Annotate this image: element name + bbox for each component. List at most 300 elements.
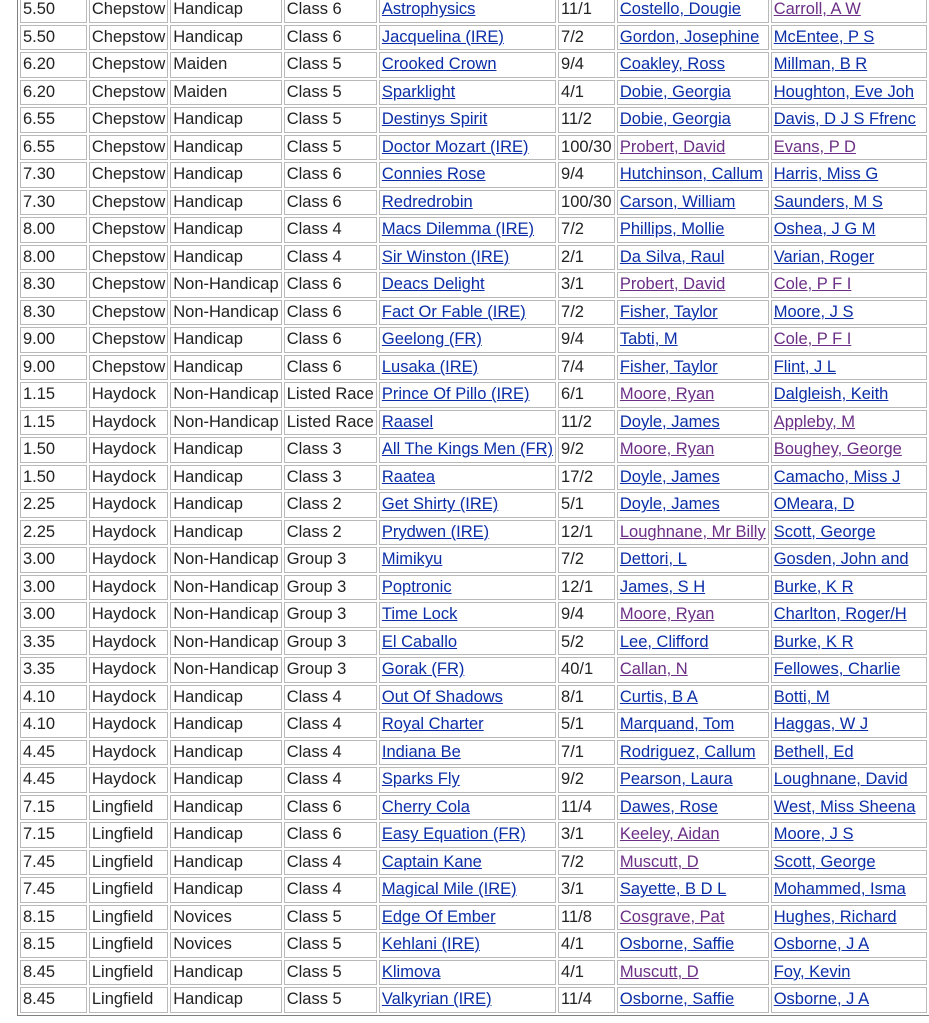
horse-link[interactable]: Get Shirty (IRE): [381, 495, 499, 514]
horse-link[interactable]: Prince Of Pillo (IRE): [381, 385, 530, 404]
race-class: Class 6: [284, 272, 377, 298]
trainer-link[interactable]: Oshea, J G M: [773, 220, 876, 239]
race-class: Group 3: [284, 547, 377, 573]
jockey-cell: [617, 80, 769, 106]
race-type: Handicap: [170, 465, 281, 491]
trainer-link[interactable]: Camacho, Miss J: [773, 467, 901, 486]
trainer-link[interactable]: Carroll, A W: [773, 0, 861, 19]
trainer-cell: [771, 712, 927, 738]
odds: 7/2: [558, 25, 615, 51]
jockey-cell: [617, 245, 769, 271]
trainer-link[interactable]: Gosden, John and: [773, 550, 909, 569]
trainer-link[interactable]: West, Miss Sheena: [773, 797, 916, 816]
race-type: Handicap: [170, 795, 281, 821]
jockey-link[interactable]: Probert, David: [619, 275, 726, 294]
race-time: 2.25: [20, 492, 87, 518]
jockey-cell: [617, 25, 769, 51]
trainer-link[interactable]: Evans, P D: [773, 137, 856, 156]
jockey-cell: [617, 382, 769, 408]
race-time: 1.50: [20, 465, 87, 491]
horse-cell: [379, 0, 556, 23]
horse-cell: [379, 932, 556, 958]
trainer-cell: [771, 272, 927, 298]
trainer-link[interactable]: Saunders, M S: [773, 192, 883, 211]
course-name: Lingfield: [89, 795, 168, 821]
race-class: Class 5: [284, 960, 377, 986]
horse-link[interactable]: Raasel: [381, 412, 434, 431]
odds: 6/1: [558, 382, 615, 408]
jockey-link[interactable]: Moore, Ryan: [619, 605, 715, 624]
race-time: 4.45: [20, 740, 87, 766]
race-class: Class 5: [284, 80, 377, 106]
jockey-link[interactable]: Gordon, Josephine: [619, 27, 760, 46]
race-type: Handicap: [170, 740, 281, 766]
race-type: Handicap: [170, 767, 281, 793]
table-row: [20, 107, 927, 133]
jockey-link[interactable]: Lee, Clifford: [619, 632, 709, 651]
horse-link[interactable]: Time Lock: [381, 605, 458, 624]
trainer-link[interactable]: Fellowes, Charlie: [773, 660, 901, 679]
trainer-cell: [771, 135, 927, 161]
trainer-cell: [771, 685, 927, 711]
horse-link[interactable]: Edge Of Ember: [381, 907, 496, 926]
course-name: Chepstow: [89, 190, 168, 216]
jockey-cell: [617, 355, 769, 381]
trainer-cell: [771, 960, 927, 986]
jockey-cell: [617, 0, 769, 23]
trainer-link[interactable]: Dalgleish, Keith: [773, 385, 889, 404]
race-type: Handicap: [170, 217, 281, 243]
horse-cell: [379, 602, 556, 628]
race-type: Non-Handicap: [170, 300, 281, 326]
jockey-link[interactable]: Da Silva, Raul: [619, 247, 725, 266]
odds: 7/2: [558, 217, 615, 243]
trainer-link[interactable]: Charlton, Roger/H: [773, 605, 907, 624]
trainer-link[interactable]: Millman, B R: [773, 55, 868, 74]
odds: 9/4: [558, 162, 615, 188]
trainer-link[interactable]: Osborne, J A: [773, 935, 870, 954]
race-time: 7.15: [20, 795, 87, 821]
race-class: Class 4: [284, 217, 377, 243]
horse-cell: [379, 822, 556, 848]
jockey-link[interactable]: Costello, Dougie: [619, 0, 741, 19]
race-class: Class 2: [284, 492, 377, 518]
horse-link[interactable]: Connies Rose: [381, 165, 486, 184]
trainer-cell: [771, 822, 927, 848]
trainer-link[interactable]: Moore, J S: [773, 302, 854, 321]
horse-link[interactable]: Macs Dilemma (IRE): [381, 220, 535, 239]
table-row: [20, 822, 927, 848]
race-class: Group 3: [284, 602, 377, 628]
odds: 5/1: [558, 492, 615, 518]
jockey-link[interactable]: Hutchinson, Callum: [619, 165, 763, 184]
trainer-cell: [771, 630, 927, 656]
race-type: Non-Handicap: [170, 602, 281, 628]
trainer-link[interactable]: OMeara, D: [773, 495, 855, 514]
jockey-link[interactable]: Osborne, Saffie: [619, 935, 735, 954]
race-type: Novices: [170, 905, 281, 931]
jockey-cell: [617, 932, 769, 958]
jockey-link[interactable]: Dobie, Georgia: [619, 110, 731, 129]
race-table: [17, 0, 929, 1016]
trainer-link[interactable]: Hughes, Richard: [773, 907, 897, 926]
table-row: [20, 575, 927, 601]
trainer-link[interactable]: Burke, K R: [773, 632, 854, 651]
jockey-link[interactable]: Coakley, Ross: [619, 55, 726, 74]
trainer-link[interactable]: Varian, Roger: [773, 247, 875, 266]
horse-link[interactable]: Captain Kane: [381, 852, 482, 871]
horse-cell: [379, 685, 556, 711]
trainer-link[interactable]: Haggas, W J: [773, 715, 869, 734]
jockey-cell: [617, 905, 769, 931]
jockey-link[interactable]: Doyle, James: [619, 467, 720, 486]
race-time: 3.35: [20, 657, 87, 683]
race-type: Handicap: [170, 437, 281, 463]
jockey-link[interactable]: Curtis, B A: [619, 687, 698, 706]
course-name: Chepstow: [89, 355, 168, 381]
horse-link[interactable]: Raatea: [381, 467, 436, 486]
odds: 3/1: [558, 272, 615, 298]
trainer-cell: [771, 987, 927, 1013]
jockey-link[interactable]: Dettori, L: [619, 550, 687, 569]
jockey-link[interactable]: Tabti, M: [619, 330, 678, 349]
horse-cell: [379, 850, 556, 876]
race-time: 5.50: [20, 25, 87, 51]
odds: 9/4: [558, 602, 615, 628]
trainer-link[interactable]: Scott, George: [773, 522, 876, 541]
odds: 5/2: [558, 630, 615, 656]
jockey-link[interactable]: Muscutt, D: [619, 962, 699, 981]
race-time: 7.45: [20, 877, 87, 903]
jockey-cell: [617, 767, 769, 793]
jockey-link[interactable]: Muscutt, D: [619, 852, 699, 871]
trainer-link[interactable]: Burke, K R: [773, 577, 854, 596]
jockey-link[interactable]: Loughnane, Mr Billy: [619, 522, 766, 541]
table-row: [20, 52, 927, 78]
course-name: Chepstow: [89, 80, 168, 106]
course-name: Chepstow: [89, 107, 168, 133]
trainer-cell: [771, 80, 927, 106]
jockey-cell: [617, 520, 769, 546]
race-time: 7.15: [20, 822, 87, 848]
race-class: Class 6: [284, 190, 377, 216]
horse-cell: [379, 767, 556, 793]
horse-cell: [379, 245, 556, 271]
horse-link[interactable]: Crooked Crown: [381, 55, 497, 74]
jockey-link[interactable]: Sayette, B D L: [619, 880, 727, 899]
jockey-link[interactable]: Dawes, Rose: [619, 797, 718, 816]
odds: 11/8: [558, 905, 615, 931]
race-type: Handicap: [170, 245, 281, 271]
race-class: Class 5: [284, 52, 377, 78]
table-row: [20, 162, 927, 188]
horse-link[interactable]: Poptronic: [381, 577, 452, 596]
race-type: Handicap: [170, 712, 281, 738]
horse-link[interactable]: Deacs Delight: [381, 275, 485, 294]
jockey-link[interactable]: Osborne, Saffie: [619, 990, 735, 1009]
race-time: 9.00: [20, 355, 87, 381]
race-class: Class 4: [284, 245, 377, 271]
trainer-link[interactable]: Osborne, J A: [773, 990, 870, 1009]
jockey-cell: [617, 190, 769, 216]
jockey-link[interactable]: Rodriguez, Callum: [619, 742, 756, 761]
horse-link[interactable]: Astrophysics: [381, 0, 476, 19]
horse-link[interactable]: Doctor Mozart (IRE): [381, 137, 529, 156]
horse-cell: [379, 960, 556, 986]
trainer-link[interactable]: Harris, Miss G: [773, 165, 879, 184]
course-name: Haydock: [89, 437, 168, 463]
course-name: Lingfield: [89, 850, 168, 876]
horse-link[interactable]: Royal Charter: [381, 715, 484, 734]
horse-link[interactable]: Jacquelina (IRE): [381, 27, 504, 46]
jockey-link[interactable]: Callan, N: [619, 660, 688, 679]
jockey-cell: [617, 685, 769, 711]
race-time: 8.45: [20, 960, 87, 986]
table-row: [20, 767, 927, 793]
race-class: Class 5: [284, 107, 377, 133]
jockey-link[interactable]: Doyle, James: [619, 495, 720, 514]
horse-link[interactable]: Destinys Spirit: [381, 110, 488, 129]
table-row: [20, 0, 927, 23]
odds: 4/1: [558, 932, 615, 958]
jockey-link[interactable]: James, S H: [619, 577, 706, 596]
horse-cell: [379, 795, 556, 821]
horse-cell: [379, 25, 556, 51]
jockey-cell: [617, 657, 769, 683]
odds: 11/2: [558, 410, 615, 436]
odds: 7/2: [558, 300, 615, 326]
race-class: Group 3: [284, 575, 377, 601]
odds: 40/1: [558, 657, 615, 683]
race-type: Non-Handicap: [170, 272, 281, 298]
horse-link[interactable]: Fact Or Fable (IRE): [381, 302, 526, 321]
course-name: Lingfield: [89, 987, 168, 1013]
horse-link[interactable]: Easy Equation (FR): [381, 825, 526, 844]
course-name: Haydock: [89, 465, 168, 491]
trainer-cell: [771, 107, 927, 133]
jockey-cell: [617, 795, 769, 821]
horse-cell: [379, 877, 556, 903]
trainer-cell: [771, 355, 927, 381]
trainer-link[interactable]: Bethell, Ed: [773, 742, 854, 761]
jockey-cell: [617, 877, 769, 903]
horse-link[interactable]: Cherry Cola: [381, 797, 470, 816]
trainer-link[interactable]: Cole, P F I: [773, 330, 852, 349]
trainer-link[interactable]: Cole, P F I: [773, 275, 852, 294]
horse-link[interactable]: Magical Mile (IRE): [381, 880, 517, 899]
jockey-link[interactable]: Marquand, Tom: [619, 715, 735, 734]
race-type: Non-Handicap: [170, 575, 281, 601]
jockey-cell: [617, 850, 769, 876]
jockey-cell: [617, 602, 769, 628]
horse-link[interactable]: Mimikyu: [381, 550, 443, 569]
trainer-link[interactable]: Foy, Kevin: [773, 962, 851, 981]
jockey-cell: [617, 52, 769, 78]
course-name: Chepstow: [89, 25, 168, 51]
trainer-cell: [771, 0, 927, 23]
horse-link[interactable]: Sparks Fly: [381, 770, 460, 789]
horse-link[interactable]: Redredrobin: [381, 192, 473, 211]
race-class: Class 5: [284, 987, 377, 1013]
race-time: 7.45: [20, 850, 87, 876]
jockey-link[interactable]: Probert, David: [619, 137, 726, 156]
race-class: Class 6: [284, 300, 377, 326]
trainer-link[interactable]: Boughey, George: [773, 440, 902, 459]
jockey-link[interactable]: Dobie, Georgia: [619, 82, 731, 101]
jockey-link[interactable]: Fisher, Taylor: [619, 357, 718, 376]
trainer-cell: [771, 465, 927, 491]
horse-cell: [379, 217, 556, 243]
table-row: [20, 382, 927, 408]
race-class: Class 4: [284, 712, 377, 738]
horse-cell: [379, 465, 556, 491]
trainer-cell: [771, 437, 927, 463]
race-class: Class 4: [284, 767, 377, 793]
table-row: [20, 355, 927, 381]
trainer-cell: [771, 410, 927, 436]
jockey-cell: [617, 107, 769, 133]
jockey-cell: [617, 300, 769, 326]
table-row: [20, 520, 927, 546]
trainer-link[interactable]: Davis, D J S Ffrenc: [773, 110, 916, 129]
jockey-cell: [617, 712, 769, 738]
trainer-link[interactable]: Loughnane, David: [773, 770, 908, 789]
trainer-link[interactable]: Botti, M: [773, 687, 830, 706]
jockey-link[interactable]: Carson, William: [619, 192, 736, 211]
odds: 11/1: [558, 0, 615, 23]
course-name: Haydock: [89, 575, 168, 601]
horse-cell: [379, 987, 556, 1013]
table-row: [20, 327, 927, 353]
race-class: Listed Race: [284, 410, 377, 436]
race-time: 7.30: [20, 162, 87, 188]
horse-cell: [379, 630, 556, 656]
jockey-link[interactable]: Keeley, Aidan: [619, 825, 720, 844]
trainer-link[interactable]: Moore, J S: [773, 825, 854, 844]
horse-cell: [379, 575, 556, 601]
race-time: 3.00: [20, 575, 87, 601]
trainer-link[interactable]: Houghton, Eve Joh: [773, 82, 915, 101]
race-class: Class 6: [284, 162, 377, 188]
table-row: [20, 300, 927, 326]
race-class: Class 4: [284, 685, 377, 711]
horse-cell: [379, 905, 556, 931]
trainer-link[interactable]: Mohammed, Isma: [773, 880, 906, 899]
race-time: 4.10: [20, 712, 87, 738]
horse-link[interactable]: El Caballo: [381, 632, 458, 651]
horse-link[interactable]: Prydwen (IRE): [381, 522, 490, 541]
table-row: [20, 602, 927, 628]
horse-link[interactable]: Out Of Shadows: [381, 687, 503, 706]
table-row: [20, 960, 927, 986]
trainer-cell: [771, 547, 927, 573]
jockey-cell: [617, 437, 769, 463]
jockey-link[interactable]: Fisher, Taylor: [619, 302, 718, 321]
horse-link[interactable]: Klimova: [381, 962, 441, 981]
table-row: [20, 25, 927, 51]
horse-link[interactable]: Sparklight: [381, 82, 456, 101]
race-time: 4.45: [20, 767, 87, 793]
jockey-cell: [617, 960, 769, 986]
table-row: [20, 987, 927, 1013]
horse-link[interactable]: All The Kings Men (FR): [381, 440, 554, 459]
trainer-link[interactable]: Appleby, M: [773, 412, 856, 431]
jockey-link[interactable]: Phillips, Mollie: [619, 220, 725, 239]
course-name: Chepstow: [89, 217, 168, 243]
race-type: Non-Handicap: [170, 547, 281, 573]
table-row: [20, 465, 927, 491]
trainer-link[interactable]: McEntee, P S: [773, 27, 875, 46]
race-class: Class 5: [284, 932, 377, 958]
race-class: Class 5: [284, 135, 377, 161]
odds: 12/1: [558, 520, 615, 546]
odds: 9/2: [558, 767, 615, 793]
jockey-link[interactable]: Moore, Ryan: [619, 385, 715, 404]
race-time: 8.15: [20, 905, 87, 931]
trainer-cell: [771, 795, 927, 821]
trainer-link[interactable]: Scott, George: [773, 852, 876, 871]
odds: 7/1: [558, 740, 615, 766]
course-name: Haydock: [89, 685, 168, 711]
horse-link[interactable]: Sir Winston (IRE): [381, 247, 510, 266]
table-row: [20, 437, 927, 463]
course-name: Chepstow: [89, 272, 168, 298]
trainer-cell: [771, 575, 927, 601]
odds: 4/1: [558, 960, 615, 986]
jockey-link[interactable]: Cosgrave, Pat: [619, 907, 725, 926]
jockey-cell: [617, 630, 769, 656]
horse-link[interactable]: Lusaka (IRE): [381, 357, 479, 376]
race-time: 8.00: [20, 245, 87, 271]
race-type: Handicap: [170, 25, 281, 51]
horse-link[interactable]: Geelong (FR): [381, 330, 482, 349]
course-name: Haydock: [89, 602, 168, 628]
race-type: Handicap: [170, 135, 281, 161]
jockey-link[interactable]: Doyle, James: [619, 412, 720, 431]
horse-link[interactable]: Indiana Be: [381, 742, 461, 761]
horse-cell: [379, 107, 556, 133]
course-name: Haydock: [89, 410, 168, 436]
course-name: Chepstow: [89, 245, 168, 271]
horse-link[interactable]: Gorak (FR): [381, 660, 465, 679]
race-class: Class 3: [284, 437, 377, 463]
horse-link[interactable]: Kehlani (IRE): [381, 935, 480, 954]
jockey-link[interactable]: Pearson, Laura: [619, 770, 733, 789]
course-name: Lingfield: [89, 905, 168, 931]
race-type: Maiden: [170, 80, 281, 106]
course-name: Haydock: [89, 492, 168, 518]
odds: 11/4: [558, 987, 615, 1013]
race-class: Class 3: [284, 465, 377, 491]
race-time: 6.55: [20, 107, 87, 133]
jockey-cell: [617, 327, 769, 353]
table-row: [20, 795, 927, 821]
race-time: 1.15: [20, 382, 87, 408]
horse-cell: [379, 712, 556, 738]
table-row: [20, 630, 927, 656]
race-time: 6.55: [20, 135, 87, 161]
horse-cell: [379, 437, 556, 463]
course-name: Chepstow: [89, 162, 168, 188]
trainer-cell: [771, 52, 927, 78]
jockey-cell: [617, 135, 769, 161]
trainer-link[interactable]: Flint, J L: [773, 357, 837, 376]
race-class: Class 4: [284, 877, 377, 903]
race-time: 3.00: [20, 602, 87, 628]
race-time: 1.15: [20, 410, 87, 436]
jockey-link[interactable]: Moore, Ryan: [619, 440, 715, 459]
horse-link[interactable]: Valkyrian (IRE): [381, 990, 492, 1009]
